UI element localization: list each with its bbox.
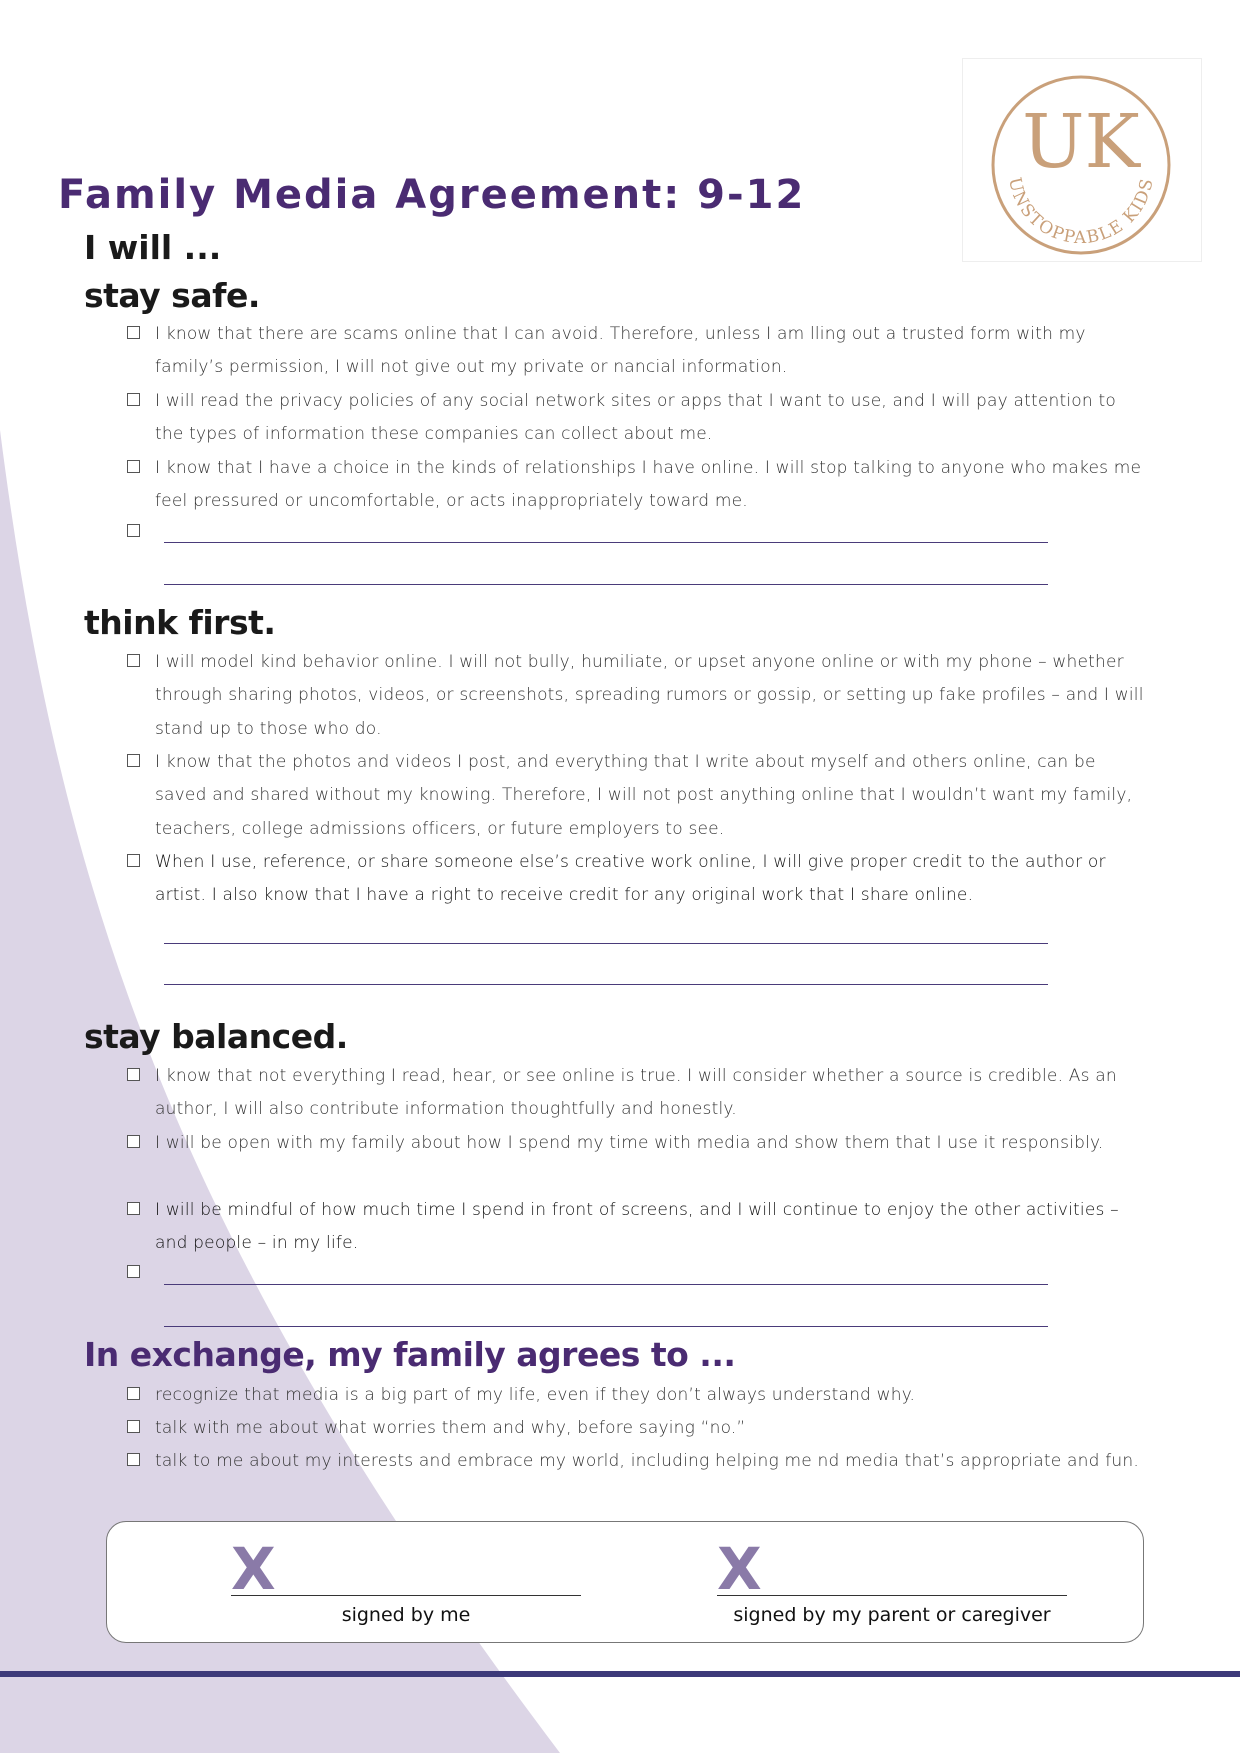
checkbox[interactable] <box>127 1135 140 1148</box>
checkbox[interactable] <box>127 854 140 867</box>
list-item <box>127 1445 1147 1478</box>
checkbox[interactable] <box>127 1387 140 1400</box>
logo <box>962 58 1202 262</box>
signature-x-mark: X <box>717 1535 762 1603</box>
list-item <box>127 746 1147 846</box>
signature-label-me: signed by me <box>341 1604 471 1626</box>
item-text: I will read the privacy policies of any social network sites or apps that I want to use, and I will pay attention to the types of information these companies can collect about me. <box>155 391 1116 445</box>
checkbox[interactable] <box>127 1420 140 1433</box>
footer-rule <box>0 1671 1240 1677</box>
checkbox[interactable] <box>127 754 140 767</box>
checkbox[interactable] <box>127 1068 140 1081</box>
intro-heading: I will ... <box>84 228 222 267</box>
checkbox[interactable] <box>127 460 140 473</box>
svg-text:UNSTOPPABLE KIDS <box>1004 176 1158 248</box>
logo-letters: UK <box>1022 99 1140 185</box>
list-item <box>127 1412 1147 1445</box>
item-text: recognize that media is a big part of my life, even if they don’t always understand why. <box>155 1385 916 1405</box>
blank-line[interactable] <box>164 542 1048 543</box>
checkbox[interactable] <box>127 326 140 339</box>
signature-line-parent[interactable] <box>717 1595 1067 1596</box>
checkbox[interactable] <box>127 654 140 667</box>
checkbox[interactable] <box>127 1202 140 1215</box>
item-text: I will be mindful of how much time I spend in front of screens, and I will continue to enjoy the other activities – and people – in my life. <box>155 1200 1119 1254</box>
page-title: Family Media Agreement: 9-12 <box>58 172 806 218</box>
item-text: I will model kind behavior online. I will not bully, humiliate, or upset anyone online or with my phone – whether through sharing photos, videos, or screenshots, spreading rumors or gossip, or setting up fake profiles – and I will stand up to those who do. <box>155 652 1144 739</box>
list-item <box>127 1060 1147 1127</box>
list-item <box>127 1127 1147 1160</box>
section-heading-stay-safe: stay safe. <box>84 276 260 315</box>
item-text: I will be open with my family about how I spend my time with media and show them that I use it responsibly. <box>155 1133 1104 1153</box>
logo-tagline: UNSTOPPABLE KIDS <box>1004 175 1158 249</box>
blank-line[interactable] <box>164 1326 1048 1327</box>
signature-x-mark: X <box>231 1535 276 1603</box>
signature-line-me[interactable] <box>231 1595 581 1596</box>
list-item <box>127 1194 1147 1261</box>
list-item <box>127 846 1147 913</box>
section-heading-think-first: think first. <box>84 603 276 642</box>
item-text: talk to me about my interests and embrace my world, including helping me nd media that’s appropriate and fun. <box>155 1451 1139 1471</box>
blank-line[interactable] <box>164 984 1048 985</box>
list-item <box>127 452 1147 519</box>
checkbox[interactable] <box>127 393 140 406</box>
signature-box <box>106 1521 1144 1643</box>
list-item <box>127 318 1147 385</box>
item-text: I know that not everything I read, hear, or see online is true. I will consider whether a source is credible. As an author, I will also contribute information thoughtfully and honestly. <box>155 1066 1117 1120</box>
blank-line[interactable] <box>164 1284 1048 1285</box>
blank-list-item <box>127 1257 1147 1278</box>
list-item <box>127 385 1147 452</box>
section-heading-stay-balanced: stay balanced. <box>84 1017 348 1056</box>
blank-list-item <box>127 516 1147 537</box>
blank-line[interactable] <box>164 943 1048 944</box>
item-text: talk with me about what worries them and why, before saying “no.” <box>155 1418 746 1438</box>
item-text: I know that the photos and videos I post, and everything that I write about myself and others online, can be saved and shared without my knowing. Therefore, I will not post anything online that I wouldn’t want my family, teachers, college admissions officers, or future employers to see. <box>155 752 1133 839</box>
section-heading-family: In exchange, my family agrees to ... <box>84 1335 736 1374</box>
checkbox[interactable] <box>127 1265 140 1278</box>
checkbox[interactable] <box>127 1453 140 1466</box>
list-item <box>127 1379 1147 1412</box>
item-text: I know that there are scams online that I can avoid. Therefore, unless I am lling out a trusted form with my family’s permission, I will not give out my private or nancial information. <box>155 324 1086 378</box>
blank-line[interactable] <box>164 584 1048 585</box>
item-text: I know that I have a choice in the kinds of relationships I have online. I will stop talking to anyone who makes me feel pressured or uncomfortable, or acts inappropriately toward me. <box>155 458 1142 512</box>
signature-label-parent: signed by my parent or caregiver <box>733 1604 1051 1626</box>
item-text: When I use, reference, or share someone else’s creative work online, I will give proper credit to the author or artist. I also know that I have a right to receive credit for any original work that I share online. <box>155 852 1106 906</box>
checkbox[interactable] <box>127 524 140 537</box>
list-item <box>127 646 1147 746</box>
